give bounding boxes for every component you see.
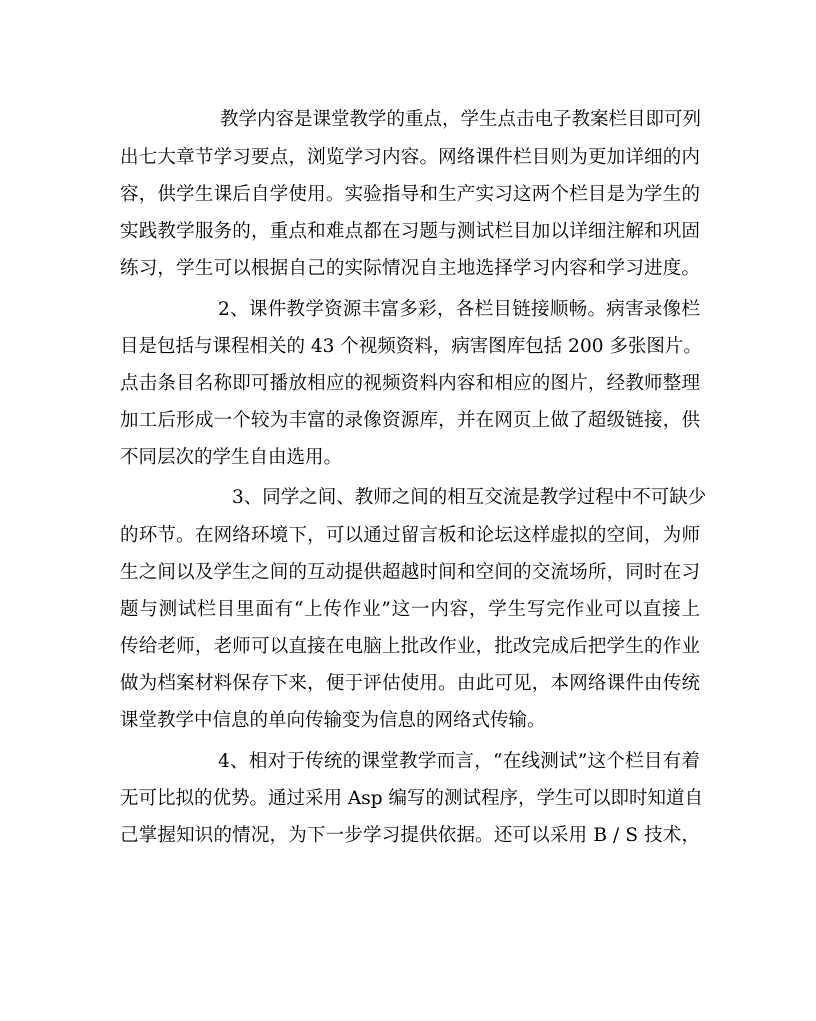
paragraph-2-line-3: 点击条目名称即可播放相应的视频资料内容和相应的图片，经教师整理 [120, 373, 700, 394]
paragraph-4-line-1: 4、相对于传统的课堂教学而言，“在线测试”这个栏目有着 [218, 751, 700, 772]
paragraph-3-line-6: 做为档案材料保存下来，便于评估使用。由此可见，本网络课件由传统 [120, 673, 700, 694]
paragraph-1-line-3: 容，供学生课后自学使用。实验指导和生产实习这两个栏目是为学生的 [120, 184, 700, 205]
paragraph-2-line-2: 目是包括与课程相关的 43 个视频资料，病害图库包括 200 多张图片。 [120, 336, 702, 357]
paragraph-3-line-5: 传给老师，老师可以直接在电脑上批改作业，批改完成后把学生的作业 [120, 636, 700, 657]
paragraph-2-line-4: 加工后形成一个较为丰富的录像资源库，并在网页上做了超级链接，供 [120, 410, 700, 431]
paragraph-2-line-1: 2、课件教学资源丰富多彩，各栏目链接顺畅。病害录像栏 [218, 299, 700, 320]
paragraph-1-line-5: 练习，学生可以根据自己的实际情况自主地选择学习内容和学习进度。 [120, 258, 700, 279]
paragraph-3-line-2: 的环节。在网络环境下，可以通过留言板和论坛这样虚拟的空间，为师 [120, 525, 700, 546]
paragraph-2-line-5: 不同层次的学生自由选用。 [120, 447, 343, 468]
paragraph-3-line-4: 题与测试栏目里面有“上传作业”这一内容，学生写完作业可以直接上 [120, 599, 700, 620]
paragraph-3-line-3: 生之间以及学生之间的互动提供超越时间和空间的交流场所，同时在习 [120, 562, 700, 583]
paragraph-1-line-1: 教学内容是课堂教学的重点，学生点击电子教案栏目即可列 [220, 109, 702, 130]
paragraph-4-line-2: 无可比拟的优势。通过采用 Asp 编写的测试程序，学生可以即时知道自 [120, 788, 703, 809]
paragraph-1-line-2: 出七大章节学习要点，浏览学习内容。网络课件栏目则为更加详细的内 [120, 147, 700, 168]
paragraph-3-line-7: 课堂教学中信息的单向传输变为信息的网络式传输。 [120, 710, 546, 731]
paragraph-1-line-4: 实践教学服务的，重点和难点都在习题与测试栏目加以详细注解和巩固 [120, 221, 700, 242]
paragraph-3-line-1: 3、同学之间、教师之间的相互交流是教学过程中不可缺少 [232, 487, 707, 508]
paragraph-4-line-3: 己掌握知识的情况，为下一步学习提供依据。还可以采用 B / S 技术， [120, 825, 700, 846]
